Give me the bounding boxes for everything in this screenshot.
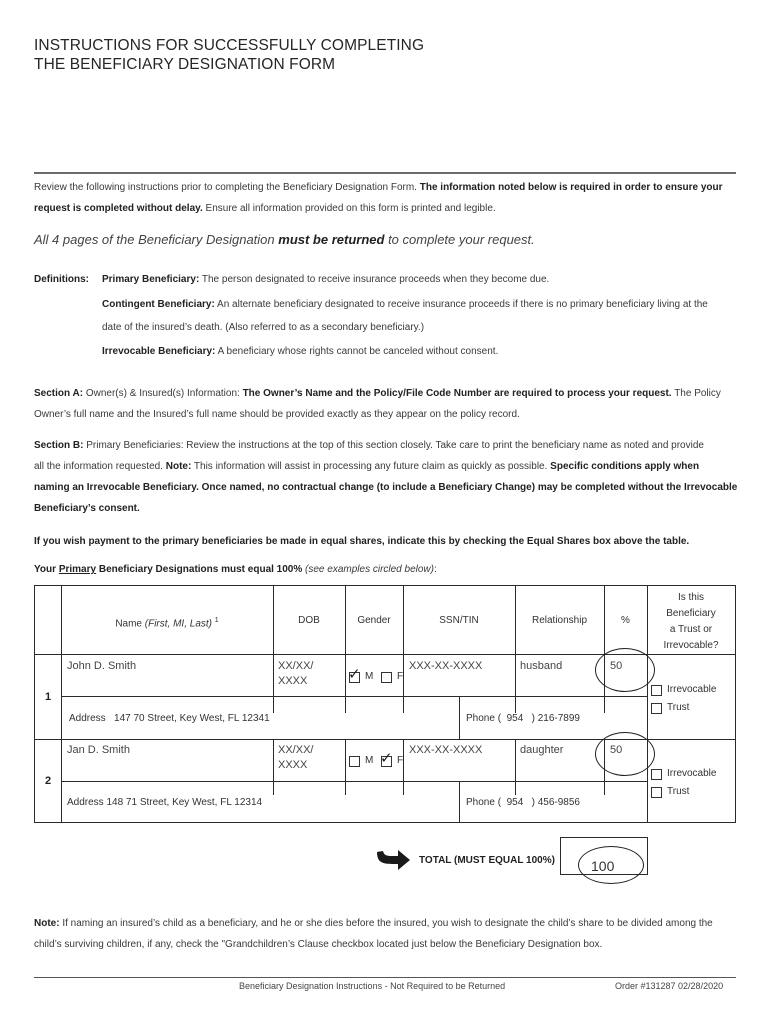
must-equal-underlined: Primary — [58, 564, 97, 575]
notice-text-pre: All 4 pages of the Beneficiary Designation — [34, 232, 279, 247]
definition-contingent — [102, 294, 738, 338]
definition-contingent-text-2: date of the insured’s death. (Also referred to as a secondary beneficiary.) — [102, 322, 425, 333]
row-1-irrevocable-label: Irrevocable — [667, 684, 717, 695]
row-1-address[interactable] — [69, 711, 270, 726]
return-notice — [34, 232, 535, 247]
header-trust-line-3: a Trust or — [669, 624, 713, 635]
header-trust-line-4: Irrevocable? — [663, 640, 719, 651]
row-number-1: 1 — [45, 691, 52, 703]
row-2-trust-label: Trust — [667, 786, 690, 797]
header-percent: % — [621, 615, 630, 626]
row-2-ssn[interactable]: XXX-XX-XXXX — [409, 744, 483, 756]
must-equal-post: : — [433, 564, 437, 575]
row-1-address-value: 147 70 Street, Key West, FL 12341 — [114, 713, 270, 724]
row-1-percent[interactable]: 50 — [610, 660, 623, 672]
footer-center-text: Beneficiary Designation Instructions - Not Required to be Returned — [239, 981, 506, 991]
row-1-relationship[interactable]: husband — [520, 660, 563, 672]
must-equal-mid: Beneficiary Designations must equal 100% — [96, 564, 303, 575]
intro-paragraph — [34, 177, 738, 219]
total-value: 100 — [591, 858, 615, 874]
row-1-female-label: F — [397, 671, 404, 682]
header-gender: Gender — [357, 615, 391, 626]
definition-irrevocable-term: Irrevocable Beneficiary: — [102, 346, 216, 357]
section-a-bold: The Owner’s Name and the Policy/File Code Number are required to process your request. — [242, 388, 672, 399]
intro-text-1: Review the following instructions prior to completing the Beneficiary Designation Form. — [34, 182, 420, 193]
header-trust-irrevocable — [647, 590, 735, 654]
beneficiary-table — [34, 585, 736, 823]
section-b-note-label: Note: — [165, 461, 192, 472]
definition-irrevocable-text: A beneficiary whose rights cannot be canceled without consent. — [215, 346, 499, 357]
row-2-address-value: 148 71 Street, Key West, FL 12314 — [106, 797, 263, 808]
intro-bold-2: request is completed without delay. — [34, 203, 203, 214]
row-2-relationship[interactable]: daughter — [520, 744, 564, 756]
row-1-trust-label: Trust — [667, 702, 690, 713]
row-number-2: 2 — [45, 775, 52, 787]
notice-text-post: to complete your request. — [384, 232, 535, 247]
definition-contingent-text: An alternate beneficiary designated to receive insurance proceeds if there is no primary beneficiary living at the — [214, 299, 708, 310]
total-circle — [578, 846, 644, 884]
section-a-text-2: The Policy — [671, 388, 721, 399]
row-1-ssn[interactable]: XXX-XX-XXXX — [409, 660, 483, 672]
row-1-trust-checkbox[interactable] — [651, 703, 662, 714]
footer-rule — [34, 977, 736, 978]
header-rule — [34, 172, 736, 174]
intro-bold-1: The information noted below is required in order to ensure your — [419, 182, 723, 193]
section-b-paragraph — [34, 435, 738, 519]
row-2-trust-checkbox[interactable] — [651, 787, 662, 798]
row-2-name[interactable]: Jan D. Smith — [67, 744, 130, 756]
row-2-phone-area: 954 — [506, 797, 524, 808]
row-1-dob-line-1: XX/XX/ — [278, 660, 314, 672]
intro-text-2: Ensure all information provided on this form is printed and legible. — [202, 203, 496, 214]
section-a-paragraph — [34, 383, 738, 425]
note-paragraph — [34, 913, 738, 955]
note-label: Note: — [34, 918, 60, 929]
total-label: TOTAL (MUST EQUAL 100%) — [419, 855, 555, 866]
header-name — [61, 613, 273, 632]
row-2-percent[interactable]: 50 — [610, 744, 623, 756]
header-name-italic: (First, MI, Last) — [144, 618, 212, 630]
header-relationship: Relationship — [531, 615, 588, 626]
row-1-female-checkbox[interactable] — [381, 672, 392, 683]
row-2-irrevocable-label: Irrevocable — [667, 768, 717, 779]
section-b-text-1: Primary Beneficiaries: Review the instructions at the top of this section closely. Take care to print the beneficiary name as noted and provide — [83, 440, 704, 451]
header-trust-line-2: Beneficiary — [666, 608, 716, 619]
row-2-phone-label: Phone ( — [466, 797, 502, 808]
page-title-line-2: THE BENEFICIARY DESIGNATION FORM — [34, 56, 336, 73]
row-2-male-checkbox[interactable] — [349, 756, 360, 767]
footer-order-number: Order #131287 02/28/2020 — [615, 981, 724, 991]
header-name-footnote: 1 — [214, 617, 219, 624]
row-1-percent-circle — [595, 648, 655, 692]
definition-primary-text: The person designated to receive insurance proceeds when they become due. — [199, 274, 550, 285]
row-2-dob[interactable] — [278, 743, 313, 773]
row-2-phone[interactable] — [466, 795, 580, 810]
section-a-text-1: Owner(s) & Insured(s) Information: — [83, 388, 243, 399]
row-2-dob-line-2: XXXX — [278, 759, 308, 771]
row-2-dob-line-1: XX/XX/ — [278, 744, 314, 756]
row-1-male-checkmark-icon: ✓ — [348, 666, 361, 683]
row-1-address-label: Address — [69, 713, 106, 724]
row-1-phone-area: 954 — [506, 713, 524, 724]
must-equal-instruction — [34, 559, 437, 580]
row-1-dob[interactable] — [278, 659, 313, 689]
header-name-label: Name — [115, 618, 145, 630]
row-2-female-checkmark-icon: ✓ — [380, 750, 393, 767]
definition-irrevocable — [102, 341, 738, 362]
page-title-line-1: INSTRUCTIONS FOR SUCCESSFULLY COMPLETING — [34, 37, 425, 54]
row-2-address-label: Address — [67, 797, 104, 808]
row-1-phone-label: Phone ( — [466, 713, 502, 724]
section-b-line-3: naming an Irrevocable Beneficiary. Once named, no contractual change (to include a Beneficiary Change) may be completed without the Irrevocable — [34, 482, 738, 493]
header-ssn: SSN/TIN — [439, 615, 479, 626]
row-2-male-label: M — [365, 755, 374, 766]
row-2-address[interactable] — [67, 795, 262, 810]
row-1-male-label: M — [365, 671, 374, 682]
definition-primary — [102, 269, 738, 290]
definition-primary-term: Primary Beneficiary: — [102, 274, 200, 285]
page-title — [34, 36, 424, 74]
must-equal-pre: Your — [34, 564, 59, 575]
row-2-irrevocable-checkbox[interactable] — [651, 769, 662, 780]
equal-shares-instruction: If you wish payment to the primary beneficiaries be made in equal shares, indicate this by checking the Equal Shares box above the table. — [34, 536, 690, 547]
row-1-phone[interactable] — [466, 711, 580, 726]
section-a-label: Section A: — [34, 388, 84, 399]
section-b-line-4: Beneficiary’s consent. — [34, 503, 140, 514]
section-b-line-2a: all the information requested. — [34, 461, 166, 472]
row-1-dob-line-2: XXXX — [278, 675, 308, 687]
must-equal-italic: (see examples circled below) — [302, 564, 434, 575]
section-b-line-2c: Specific conditions apply when — [550, 461, 700, 472]
section-b-label: Section B: — [34, 440, 84, 451]
note-line-2: child’s surviving children, if any, check the "Grandchildren’s Clause checkbox located just below the Beneficiary Designation box. — [34, 939, 603, 950]
section-a-line-2: Owner’s full name and the Insured’s full name should be provided exactly as they appear on the policy record. — [34, 409, 520, 420]
row-1-name[interactable]: John D. Smith — [67, 660, 137, 672]
section-b-line-2b: This information will assist in processing any future claim as quickly as possible. — [191, 461, 551, 472]
row-1-phone-number: ) 216-7899 — [531, 713, 580, 724]
notice-bold: must be returned — [278, 232, 385, 247]
note-text: If naming an insured’s child as a beneficiary, and he or she dies before the insured, you wish to designate the child’s share to be divided among the — [59, 918, 713, 929]
row-2-female-label: F — [397, 755, 404, 766]
header-trust-line-1: Is this — [677, 592, 705, 603]
row-1-irrevocable-checkbox[interactable] — [651, 685, 662, 696]
row-2-percent-circle — [595, 732, 655, 776]
definition-contingent-term: Contingent Beneficiary: — [102, 299, 215, 310]
arrow-right-icon — [374, 848, 412, 872]
row-2-phone-number: ) 456-9856 — [531, 797, 580, 808]
header-dob: DOB — [298, 615, 320, 626]
definitions-label: Definitions: — [34, 274, 89, 285]
